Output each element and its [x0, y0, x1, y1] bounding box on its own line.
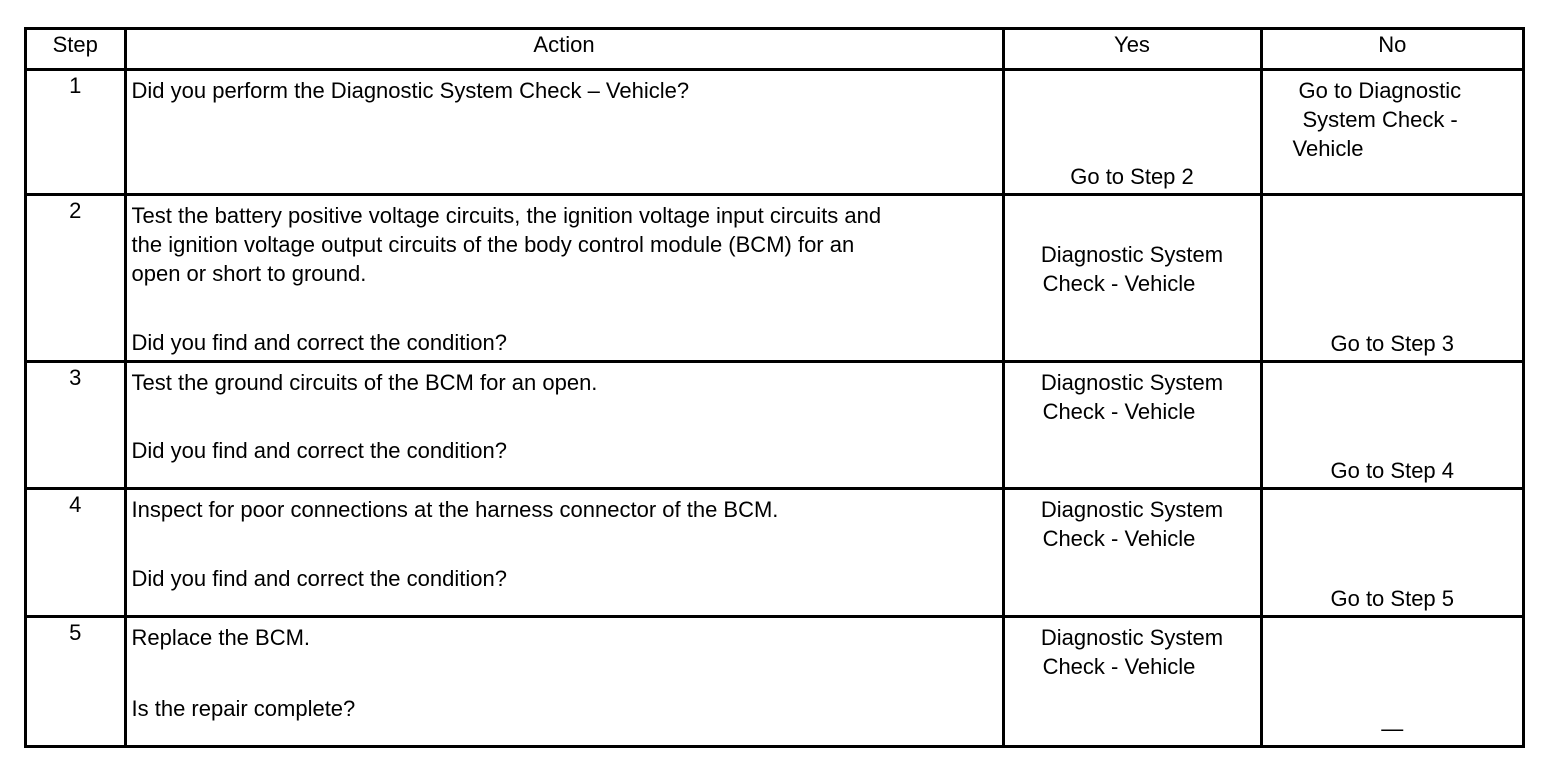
no-text-line: Vehicle [1292, 136, 1364, 161]
yes-text-line: Diagnostic System [1040, 625, 1224, 650]
yes-cell [1003, 617, 1261, 746]
no-text-line: Go to Diagnostic [1298, 78, 1462, 103]
no-text: Go to Step 5 [1330, 586, 1455, 611]
no-cell [1261, 195, 1522, 362]
yes-cell [1003, 195, 1261, 362]
no-text-line: System Check - [1302, 107, 1458, 132]
no-cell [1261, 70, 1522, 195]
header-row [27, 30, 1522, 70]
table-row [27, 195, 1522, 362]
no-cell [1261, 362, 1522, 489]
action-text: Did you perform the Diagnostic System Check – Vehicle? [131, 78, 690, 103]
action-cell [125, 617, 1003, 746]
yes-cell [1003, 362, 1261, 489]
yes-text-line: Check - Vehicle [1042, 654, 1196, 679]
diagnostic-table-frame [24, 27, 1525, 748]
no-cell [1261, 617, 1522, 746]
yes-text-line: Check - Vehicle [1042, 526, 1196, 551]
action-question: Is the repair complete? [131, 696, 356, 721]
step-number: 3 [27, 362, 125, 489]
action-text: Inspect for poor connections at the harness connector of the BCM. [131, 497, 779, 522]
action-cell [125, 489, 1003, 617]
table-row [27, 489, 1522, 617]
action-cell [125, 70, 1003, 195]
table-row [27, 70, 1522, 195]
header-no: No [1261, 30, 1522, 70]
no-cell [1261, 489, 1522, 617]
table-row [27, 617, 1522, 746]
yes-cell [1003, 70, 1261, 195]
action-cell [125, 195, 1003, 362]
action-cell [125, 362, 1003, 489]
action-text-line: Test the battery positive voltage circuits, the ignition voltage input circuits and [131, 203, 882, 228]
action-question: Did you find and correct the condition? [131, 438, 507, 463]
header-action: Action [125, 30, 1003, 70]
step-number: 1 [27, 70, 125, 195]
step-number: 4 [27, 489, 125, 617]
action-text: Replace the BCM. [131, 625, 311, 650]
no-text: — [1381, 716, 1404, 741]
action-text: Test the ground circuits of the BCM for an open. [131, 370, 598, 395]
yes-text: Go to Step 2 [1070, 164, 1194, 189]
header-yes: Yes [1003, 30, 1261, 70]
no-text: Go to Step 4 [1330, 458, 1455, 483]
diagnostic-table [27, 30, 1522, 745]
action-question: Did you find and correct the condition? [131, 330, 507, 355]
yes-text-line: Diagnostic System [1040, 497, 1224, 522]
table-row [27, 362, 1522, 489]
header-step: Step [27, 30, 125, 70]
yes-cell [1003, 489, 1261, 617]
action-text-line: open or short to ground. [131, 261, 367, 286]
yes-text-line: Diagnostic System [1040, 242, 1224, 267]
no-text: Go to Step 3 [1330, 331, 1455, 356]
action-question: Did you find and correct the condition? [131, 566, 507, 591]
yes-text-line: Diagnostic System [1040, 370, 1224, 395]
yes-text-line: Check - Vehicle [1042, 399, 1196, 424]
action-text-line: the ignition voltage output circuits of the body control module (BCM) for an [131, 232, 855, 257]
yes-text-line: Check - Vehicle [1042, 271, 1196, 296]
step-number: 2 [27, 195, 125, 362]
step-number: 5 [27, 617, 125, 746]
